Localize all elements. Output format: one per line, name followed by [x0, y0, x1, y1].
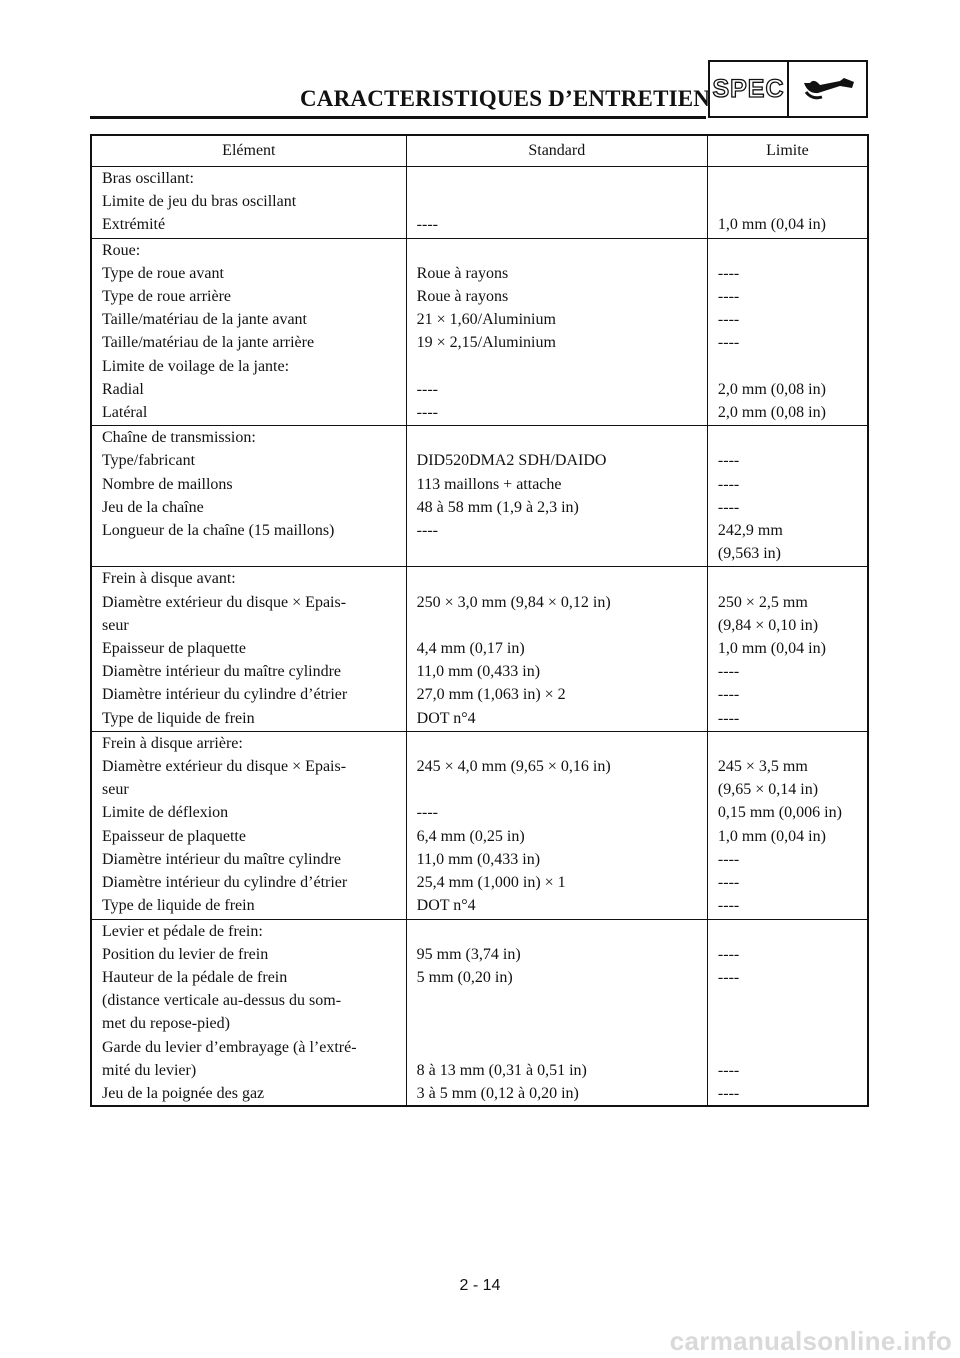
element-cell: Latéral: [91, 401, 406, 426]
element-cell: Jeu de la poignée des gaz: [102, 1084, 265, 1102]
limit-cell: 1,0 mm (0,04 in): [707, 825, 868, 848]
table-row: [91, 285, 868, 308]
standard-cell: [406, 919, 707, 943]
watermark: carmanualsonline.info: [669, 1326, 952, 1356]
element-cell: Taille/matériau de la jante avant: [102, 311, 307, 329]
limit-cell: ----: [707, 660, 868, 683]
limit-cell: [707, 731, 868, 755]
table-row: [91, 731, 868, 755]
limit-cell: [707, 567, 868, 591]
table-row: [91, 378, 868, 401]
standard-cell: [406, 167, 707, 191]
limit-cell: 242,9 mm (9,563 in): [707, 519, 868, 567]
table-row: [91, 755, 868, 801]
element-cell: Limite de voilage de la jante:: [102, 357, 290, 375]
table-row: [91, 1036, 868, 1082]
element-cell: Nombre de maillons: [102, 475, 233, 493]
limit-cell: ----: [707, 285, 868, 308]
standard-cell: [406, 238, 707, 262]
column-header-limit: Limite: [707, 135, 868, 167]
limit-cell: 1,0 mm (0,04 in): [707, 213, 868, 238]
standard-cell: 11,0 mm (0,433 in): [406, 660, 707, 683]
limit-cell: ----: [707, 1036, 868, 1082]
limit-cell: ----: [707, 308, 868, 331]
table-row: [91, 519, 868, 567]
element-cell: Limite de jeu du bras oscillant: [102, 193, 297, 211]
standard-cell: 113 maillons + attache: [406, 473, 707, 496]
standard-cell: 27,0 mm (1,063 in) × 2: [406, 683, 707, 706]
element-cell: Bras oscillant:: [102, 170, 194, 187]
table-row: [91, 331, 868, 354]
limit-cell: ----: [707, 262, 868, 285]
limit-cell: 250 × 2,5 mm (9,84 × 0,10 in): [707, 591, 868, 637]
table-row: [91, 190, 868, 213]
standard-cell: Roue à rayons: [406, 285, 707, 308]
table-row: [91, 355, 868, 378]
table-row: [91, 1082, 868, 1106]
wrench-icon: [800, 72, 856, 106]
element-cell: Frein à disque avant:: [102, 570, 236, 588]
limit-cell: 2,0 mm (0,08 in): [707, 378, 868, 401]
standard-cell: DOT n°4: [406, 707, 707, 732]
element-cell: Diamètre extérieur du disque × Epais- seur: [102, 593, 347, 634]
element-cell: Diamètre intérieur du cylindre d’étrier: [102, 874, 348, 892]
limit-cell: 2,0 mm (0,08 in): [707, 401, 868, 426]
page-header: [90, 60, 870, 122]
standard-cell: 3 à 5 mm (0,12 à 0,20 in): [406, 1082, 707, 1106]
limit-cell: ----: [707, 331, 868, 354]
table-row: [91, 262, 868, 285]
standard-cell: 21 × 1,60/Aluminium: [406, 308, 707, 331]
standard-cell: 11,0 mm (0,433 in): [406, 848, 707, 871]
table-row: [91, 660, 868, 683]
spec-badge: [708, 60, 868, 118]
element-cell: Type de liquide de frein: [91, 894, 406, 919]
standard-cell: 48 à 58 mm (1,9 à 2,3 in): [406, 496, 707, 519]
standard-cell: 5 mm (0,20 in): [406, 966, 707, 1036]
standard-cell: [406, 567, 707, 591]
table-row: [91, 426, 868, 450]
limit-cell: [707, 190, 868, 213]
standard-cell: 95 mm (3,74 in): [406, 943, 707, 966]
standard-cell: [406, 190, 707, 213]
table-row: [91, 683, 868, 706]
element-cell: Hauteur de la pédale de frein (distance verticale au-dessus du som- met du repose-pied): [102, 968, 342, 1033]
limit-cell: [707, 919, 868, 943]
element-cell: Type de roue avant: [102, 264, 224, 282]
limit-cell: ----: [707, 707, 868, 732]
limit-cell: ----: [707, 943, 868, 966]
standard-cell: ----: [406, 801, 707, 824]
page-title: CARACTERISTIQUES D’ENTRETIEN: [300, 86, 711, 111]
limit-cell: [707, 238, 868, 262]
limit-cell: 0,15 mm (0,006 in): [707, 801, 868, 824]
element-cell: Levier et pédale de frein:: [102, 922, 263, 940]
page-number: 2 - 14: [459, 1277, 501, 1294]
element-cell: Diamètre intérieur du cylindre d’étrier: [102, 686, 348, 704]
table-row: [91, 637, 868, 660]
standard-cell: [406, 355, 707, 378]
limit-cell: ----: [707, 848, 868, 871]
standard-cell: 245 × 4,0 mm (9,65 × 0,16 in): [406, 755, 707, 801]
standard-cell: ----: [406, 213, 707, 238]
table-row: [91, 591, 868, 637]
limit-cell: ----: [707, 1082, 868, 1106]
standard-cell: 4,4 mm (0,17 in): [406, 637, 707, 660]
standard-cell: ----: [406, 519, 707, 567]
limit-cell: 1,0 mm (0,04 in): [707, 637, 868, 660]
standard-cell: 25,4 mm (1,000 in) × 1: [406, 871, 707, 894]
table-row: [91, 848, 868, 871]
table-row: [91, 167, 868, 191]
limit-cell: ----: [707, 871, 868, 894]
spec-table: [90, 134, 869, 1107]
limit-cell: [707, 167, 868, 191]
standard-cell: 6,4 mm (0,25 in): [406, 825, 707, 848]
limit-cell: [707, 426, 868, 450]
table-row: [91, 449, 868, 472]
element-cell: Frein à disque arrière:: [102, 734, 243, 752]
element-cell: Diamètre intérieur du maître cylindre: [102, 663, 342, 681]
table-row: [91, 825, 868, 848]
element-cell: Diamètre intérieur du maître cylindre: [102, 850, 342, 868]
table-row: [91, 919, 868, 943]
table-row: [91, 943, 868, 966]
standard-cell: ----: [406, 378, 707, 401]
element-cell: Garde du levier d’embrayage (à l’extré- mité du levier): [102, 1038, 357, 1079]
limit-cell: [707, 355, 868, 378]
limit-cell: ----: [707, 683, 868, 706]
table-row: [91, 473, 868, 496]
table-row: [91, 308, 868, 331]
element-cell: Diamètre extérieur du disque × Epais- seur: [102, 758, 347, 799]
table-row: [91, 213, 868, 238]
table-header-row: [91, 135, 868, 167]
element-cell: Epaisseur de plaquette: [102, 640, 246, 658]
table-row: [91, 401, 868, 426]
standard-cell: 19 × 2,15/Aluminium: [406, 331, 707, 354]
standard-cell: DID520DMA2 SDH/DAIDO: [406, 449, 707, 472]
standard-cell: Roue à rayons: [406, 262, 707, 285]
column-header-standard: Standard: [406, 135, 707, 167]
element-cell: Radial: [102, 380, 144, 398]
element-cell: Type de liquide de frein: [91, 707, 406, 732]
standard-cell: [406, 426, 707, 450]
title-underline: [90, 116, 706, 119]
table-row: [91, 894, 868, 919]
element-cell: Taille/matériau de la jante arrière: [102, 334, 315, 352]
table-row: [91, 567, 868, 591]
element-cell: Longueur de la chaîne (15 maillons): [91, 519, 406, 567]
standard-cell: DOT n°4: [406, 894, 707, 919]
limit-cell: ----: [707, 473, 868, 496]
element-cell: Limite de déflexion: [102, 804, 229, 822]
standard-cell: [406, 731, 707, 755]
element-cell: Roue:: [102, 241, 141, 259]
table-row: [91, 496, 868, 519]
column-header-element: Elément: [91, 135, 406, 167]
limit-cell: ----: [707, 894, 868, 919]
limit-cell: 245 × 3,5 mm (9,65 × 0,14 in): [707, 755, 868, 801]
element-cell: Type de roue arrière: [102, 288, 232, 306]
element-cell: Position du levier de frein: [102, 945, 269, 963]
table-row: [91, 801, 868, 824]
standard-cell: ----: [406, 401, 707, 426]
standard-cell: 8 à 13 mm (0,31 à 0,51 in): [406, 1036, 707, 1082]
limit-cell: ----: [707, 449, 868, 472]
spec-badge-label: SPEC: [712, 74, 785, 103]
table-row: [91, 707, 868, 732]
element-cell: Epaisseur de plaquette: [102, 827, 246, 845]
table-row: [91, 871, 868, 894]
standard-cell: 250 × 3,0 mm (9,84 × 0,12 in): [406, 591, 707, 637]
limit-cell: ----: [707, 966, 868, 1036]
limit-cell: ----: [707, 496, 868, 519]
element-cell: Extrémité: [91, 213, 406, 238]
element-cell: Chaîne de transmission:: [102, 429, 256, 447]
element-cell: Jeu de la chaîne: [102, 498, 204, 516]
table-row: [91, 966, 868, 1036]
element-cell: Type/fabricant: [102, 452, 196, 470]
table-row: [91, 238, 868, 262]
